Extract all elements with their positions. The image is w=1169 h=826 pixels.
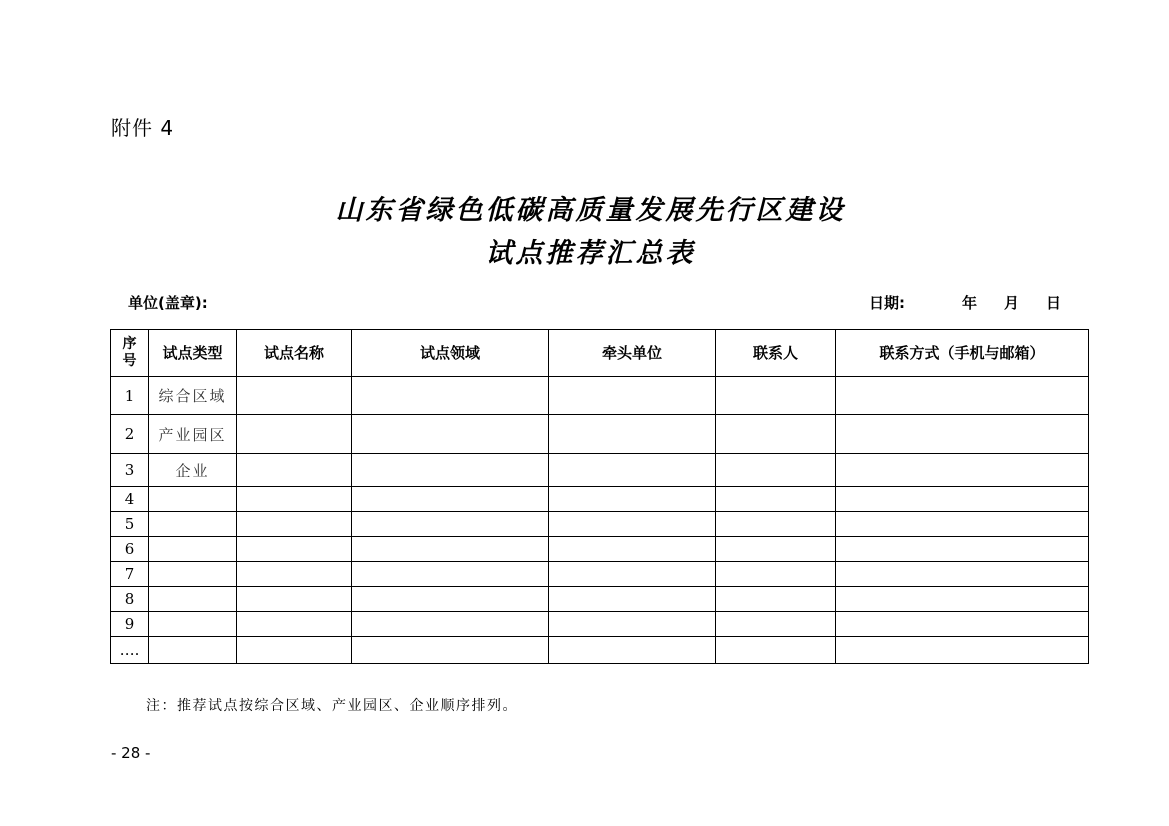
cell-lead-unit (549, 415, 716, 454)
cell-pilot-field (352, 487, 549, 512)
table-row (111, 562, 1089, 587)
cell-contact-person (716, 377, 836, 415)
date-label: 日期: (869, 294, 905, 312)
header-seq: 序号 (111, 330, 149, 377)
cell-contact-person (716, 415, 836, 454)
table-row (111, 487, 1089, 512)
cell-contact-info (836, 512, 1089, 537)
cell-pilot-name (237, 587, 352, 612)
row-seq: 5 (111, 512, 149, 537)
cell-contact-info (836, 454, 1089, 487)
row-seq: 8 (111, 587, 149, 612)
cell-lead-unit (549, 512, 716, 537)
row-seq: 9 (111, 612, 149, 637)
cell-pilot-name (237, 537, 352, 562)
cell-contact-person (716, 512, 836, 537)
cell-contact-person (716, 587, 836, 612)
table-row (111, 612, 1089, 637)
page-number: - 28 - (111, 744, 151, 762)
row-type: 综合区域 (149, 377, 237, 415)
row-seq: …. (111, 637, 149, 664)
cell-pilot-field (352, 587, 549, 612)
cell-pilot-field (352, 637, 549, 664)
cell-lead-unit (549, 612, 716, 637)
cell-pilot-field (352, 512, 549, 537)
document-title-line2: 试点推荐汇总表 (485, 238, 696, 269)
table-row (111, 587, 1089, 612)
header-pilot-field: 试点领域 (352, 330, 549, 377)
table-header-row (111, 330, 1089, 377)
cell-pilot-name (237, 415, 352, 454)
cell-contact-info (836, 487, 1089, 512)
row-type (149, 512, 237, 537)
cell-pilot-name (237, 612, 352, 637)
table-row (111, 415, 1089, 454)
header-pilot-name: 试点名称 (237, 330, 352, 377)
row-seq: 2 (111, 415, 149, 454)
header-pilot-type: 试点类型 (149, 330, 237, 377)
table-row (111, 512, 1089, 537)
row-type: 产业园区 (149, 415, 237, 454)
row-seq: 3 (111, 454, 149, 487)
cell-pilot-field (352, 612, 549, 637)
date-day-label: 日 (1046, 294, 1062, 312)
row-seq: 4 (111, 487, 149, 512)
cell-pilot-name (237, 637, 352, 664)
cell-pilot-field (352, 562, 549, 587)
table-row (111, 377, 1089, 415)
cell-lead-unit (549, 454, 716, 487)
cell-lead-unit (549, 562, 716, 587)
cell-pilot-name (237, 377, 352, 415)
cell-pilot-name (237, 487, 352, 512)
cell-contact-info (836, 587, 1089, 612)
row-seq: 7 (111, 562, 149, 587)
header-lead-unit: 牵头单位 (549, 330, 716, 377)
cell-pilot-name (237, 454, 352, 487)
cell-pilot-field (352, 415, 549, 454)
cell-pilot-field (352, 454, 549, 487)
table-row (111, 537, 1089, 562)
date-year-label: 年 (962, 294, 978, 312)
cell-contact-info (836, 637, 1089, 664)
header-contact-info: 联系方式（手机与邮箱） (836, 330, 1089, 377)
header-contact-person: 联系人 (716, 330, 836, 377)
cell-lead-unit (549, 587, 716, 612)
cell-contact-info (836, 612, 1089, 637)
cell-contact-person (716, 612, 836, 637)
date-month-label: 月 (1004, 294, 1020, 312)
pilot-summary-table (110, 329, 1089, 664)
cell-contact-person (716, 637, 836, 664)
cell-lead-unit (549, 487, 716, 512)
row-type (149, 587, 237, 612)
row-type (149, 487, 237, 512)
cell-contact-person (716, 537, 836, 562)
row-type: 企业 (149, 454, 237, 487)
table-note: 注：推荐试点按综合区域、产业园区、企业顺序排列。 (146, 698, 518, 714)
unit-label: 单位(盖章): (128, 294, 208, 312)
row-type (149, 537, 237, 562)
table-row (111, 637, 1089, 664)
cell-contact-info (836, 562, 1089, 587)
cell-pilot-field (352, 537, 549, 562)
row-type (149, 562, 237, 587)
row-type (149, 637, 237, 664)
cell-contact-person (716, 454, 836, 487)
attachment-label: 附件 4 (111, 116, 175, 140)
row-type (149, 612, 237, 637)
cell-contact-info (836, 537, 1089, 562)
row-seq: 1 (111, 377, 149, 415)
cell-pilot-field (352, 377, 549, 415)
cell-lead-unit (549, 377, 716, 415)
cell-contact-person (716, 562, 836, 587)
cell-lead-unit (549, 637, 716, 664)
cell-contact-info (836, 377, 1089, 415)
cell-contact-info (836, 415, 1089, 454)
cell-pilot-name (237, 562, 352, 587)
row-seq: 6 (111, 537, 149, 562)
cell-lead-unit (549, 537, 716, 562)
table-row (111, 454, 1089, 487)
document-title-line1: 山东省绿色低碳高质量发展先行区建设 (335, 195, 846, 226)
cell-contact-person (716, 487, 836, 512)
cell-pilot-name (237, 512, 352, 537)
